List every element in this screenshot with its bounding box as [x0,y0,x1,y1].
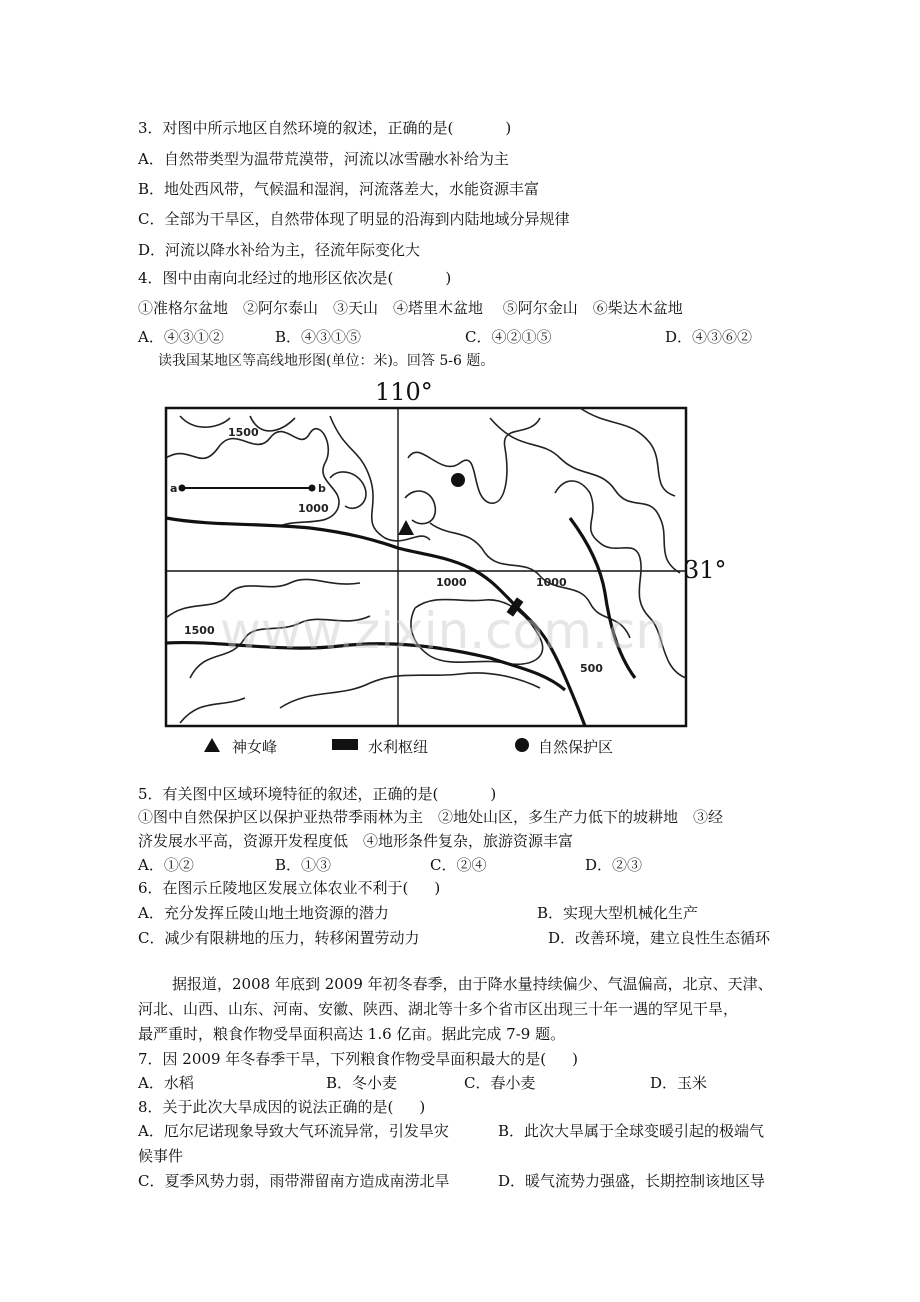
q6-stem: 6．在图示丘陵地区发展立体农业不利于( ) [138,879,441,897]
legend-label-shennu: 神女峰 [232,738,278,756]
q5-option-a: A．①② [138,856,194,874]
q5-option-c: C．②④ [430,856,487,874]
q6-option-a: A．充分发挥丘陵山地土地资源的潜力 [138,904,389,922]
q6-option-d: D．改善环境，建立良性生态循环 [548,929,771,947]
q8-option-b-line2: 候事件 [138,1147,184,1165]
q4-option-d: D．④③⑥② [665,328,753,346]
q7-option-c: C．春小麦 [464,1074,536,1092]
q7-stem: 7．因 2009 年冬春季干旱，下列粮食作物受旱面积最大的是( ) [138,1050,578,1068]
q3-stem: 3．对图中所示地区自然环境的叙述，正确的是( ) [138,119,512,137]
q3-option-a: A．自然带类型为温带荒漠带，河流以冰雪融水补给为主 [138,150,509,168]
q8-stem: 8．关于此次大旱成因的说法正确的是( ) [138,1098,426,1116]
q4-option-b: B．④③①⑤ [275,328,362,346]
contour-label-1000-left: 1000 [298,502,329,515]
q5-body-line2: 济发展水平高，资源开发程度低 ④地形条件复杂，旅游资源丰富 [138,832,574,850]
q4-stem: 4．图中由南向北经过的地形区依次是( ) [138,269,452,287]
q8-option-a: A．厄尔尼诺现象导致大气环流异常，引发旱灾 [138,1122,449,1140]
q8-option-c: C．夏季风势力弱，雨带滞留南方造成南涝北旱 [138,1172,450,1190]
contour-map [160,378,727,770]
q7-option-b: B．冬小麦 [326,1074,398,1092]
longitude-label: 110° [375,378,433,406]
contour-label-1500-bottom: 1500 [184,624,215,637]
q5-option-b: B．①③ [275,856,332,874]
contour-lines [166,408,686,723]
nature-reserve-dot [451,473,465,487]
q6-option-b: B．实现大型机械化生产 [537,904,699,922]
legend-triangle-icon [204,738,220,752]
passage-line2: 河北、山西、山东、河南、安徽、陕西、湖北等十多个省市区出现三十年一遇的罕见干旱， [138,1000,739,1018]
q7-option-a: A．水稻 [138,1074,194,1092]
legend-label-reserve: 自然保护区 [538,738,614,756]
q5-option-d: D．②③ [585,856,643,874]
q5-body-line1: ①图中自然保护区以保护亚热带季雨林为主 ②地处山区，多生产力低下的坡耕地 ③经 [138,808,724,826]
q8-option-b-line1: B．此次大旱属于全球变暖引起的极端气 [498,1122,765,1140]
q4-items: ①准格尔盆地 ②阿尔泰山 ③天山 ④塔里木盆地 ⑤阿尔金山 ⑥柴达木盆地 [138,299,683,317]
intro-5-6: 读我国某地区等高线地形图(单位：米)。回答 5-6 题。 [158,353,495,369]
q4-option-a: A．④③①② [138,328,224,346]
point-b-marker [309,485,316,492]
q3-option-b: B．地处西风带，气候温和湿润，河流落差大，水能资源丰富 [138,180,540,198]
point-a-marker [179,485,186,492]
q6-option-c: C．减少有限耕地的压力，转移闲置劳动力 [138,929,420,947]
legend-dot-icon [515,738,529,752]
contour-label-500: 500 [580,662,603,675]
point-b-label: b [318,482,326,495]
q3-option-d: D．河流以降水补给为主，径流年际变化大 [138,241,421,259]
passage-line3: 最严重时，粮食作物受旱面积高达 1.6 亿亩。据此完成 7-9 题。 [138,1025,566,1043]
contour-label-1000-center: 1000 [436,576,467,589]
q4-option-c: C．④②①⑤ [465,328,552,346]
q7-option-d: D．玉米 [650,1074,708,1092]
legend-label-dam: 水利枢纽 [368,738,429,756]
contour-label-1500-top: 1500 [228,426,259,439]
q8-option-d: D．暖气流势力强盛，长期控制该地区导 [498,1172,766,1190]
shennu-peak-triangle [398,520,414,535]
latitude-label: 31° [684,556,727,584]
contour-label-1000-right: 1000 [536,576,567,589]
watermark: www.zixin.com.cn [220,602,668,660]
legend-bar-icon [332,739,358,750]
q3-option-c: C．全部为干旱区，自然带体现了明显的沿海到内陆地域分异规律 [138,210,570,228]
q5-stem: 5．有关图中区域环境特征的叙述，正确的是( ) [138,785,497,803]
passage-line1: 据报道，2008 年底到 2009 年初冬春季，由于降水量持续偏少、气温偏高，北京、天津、 [172,975,773,993]
point-a-label: a [170,482,178,495]
